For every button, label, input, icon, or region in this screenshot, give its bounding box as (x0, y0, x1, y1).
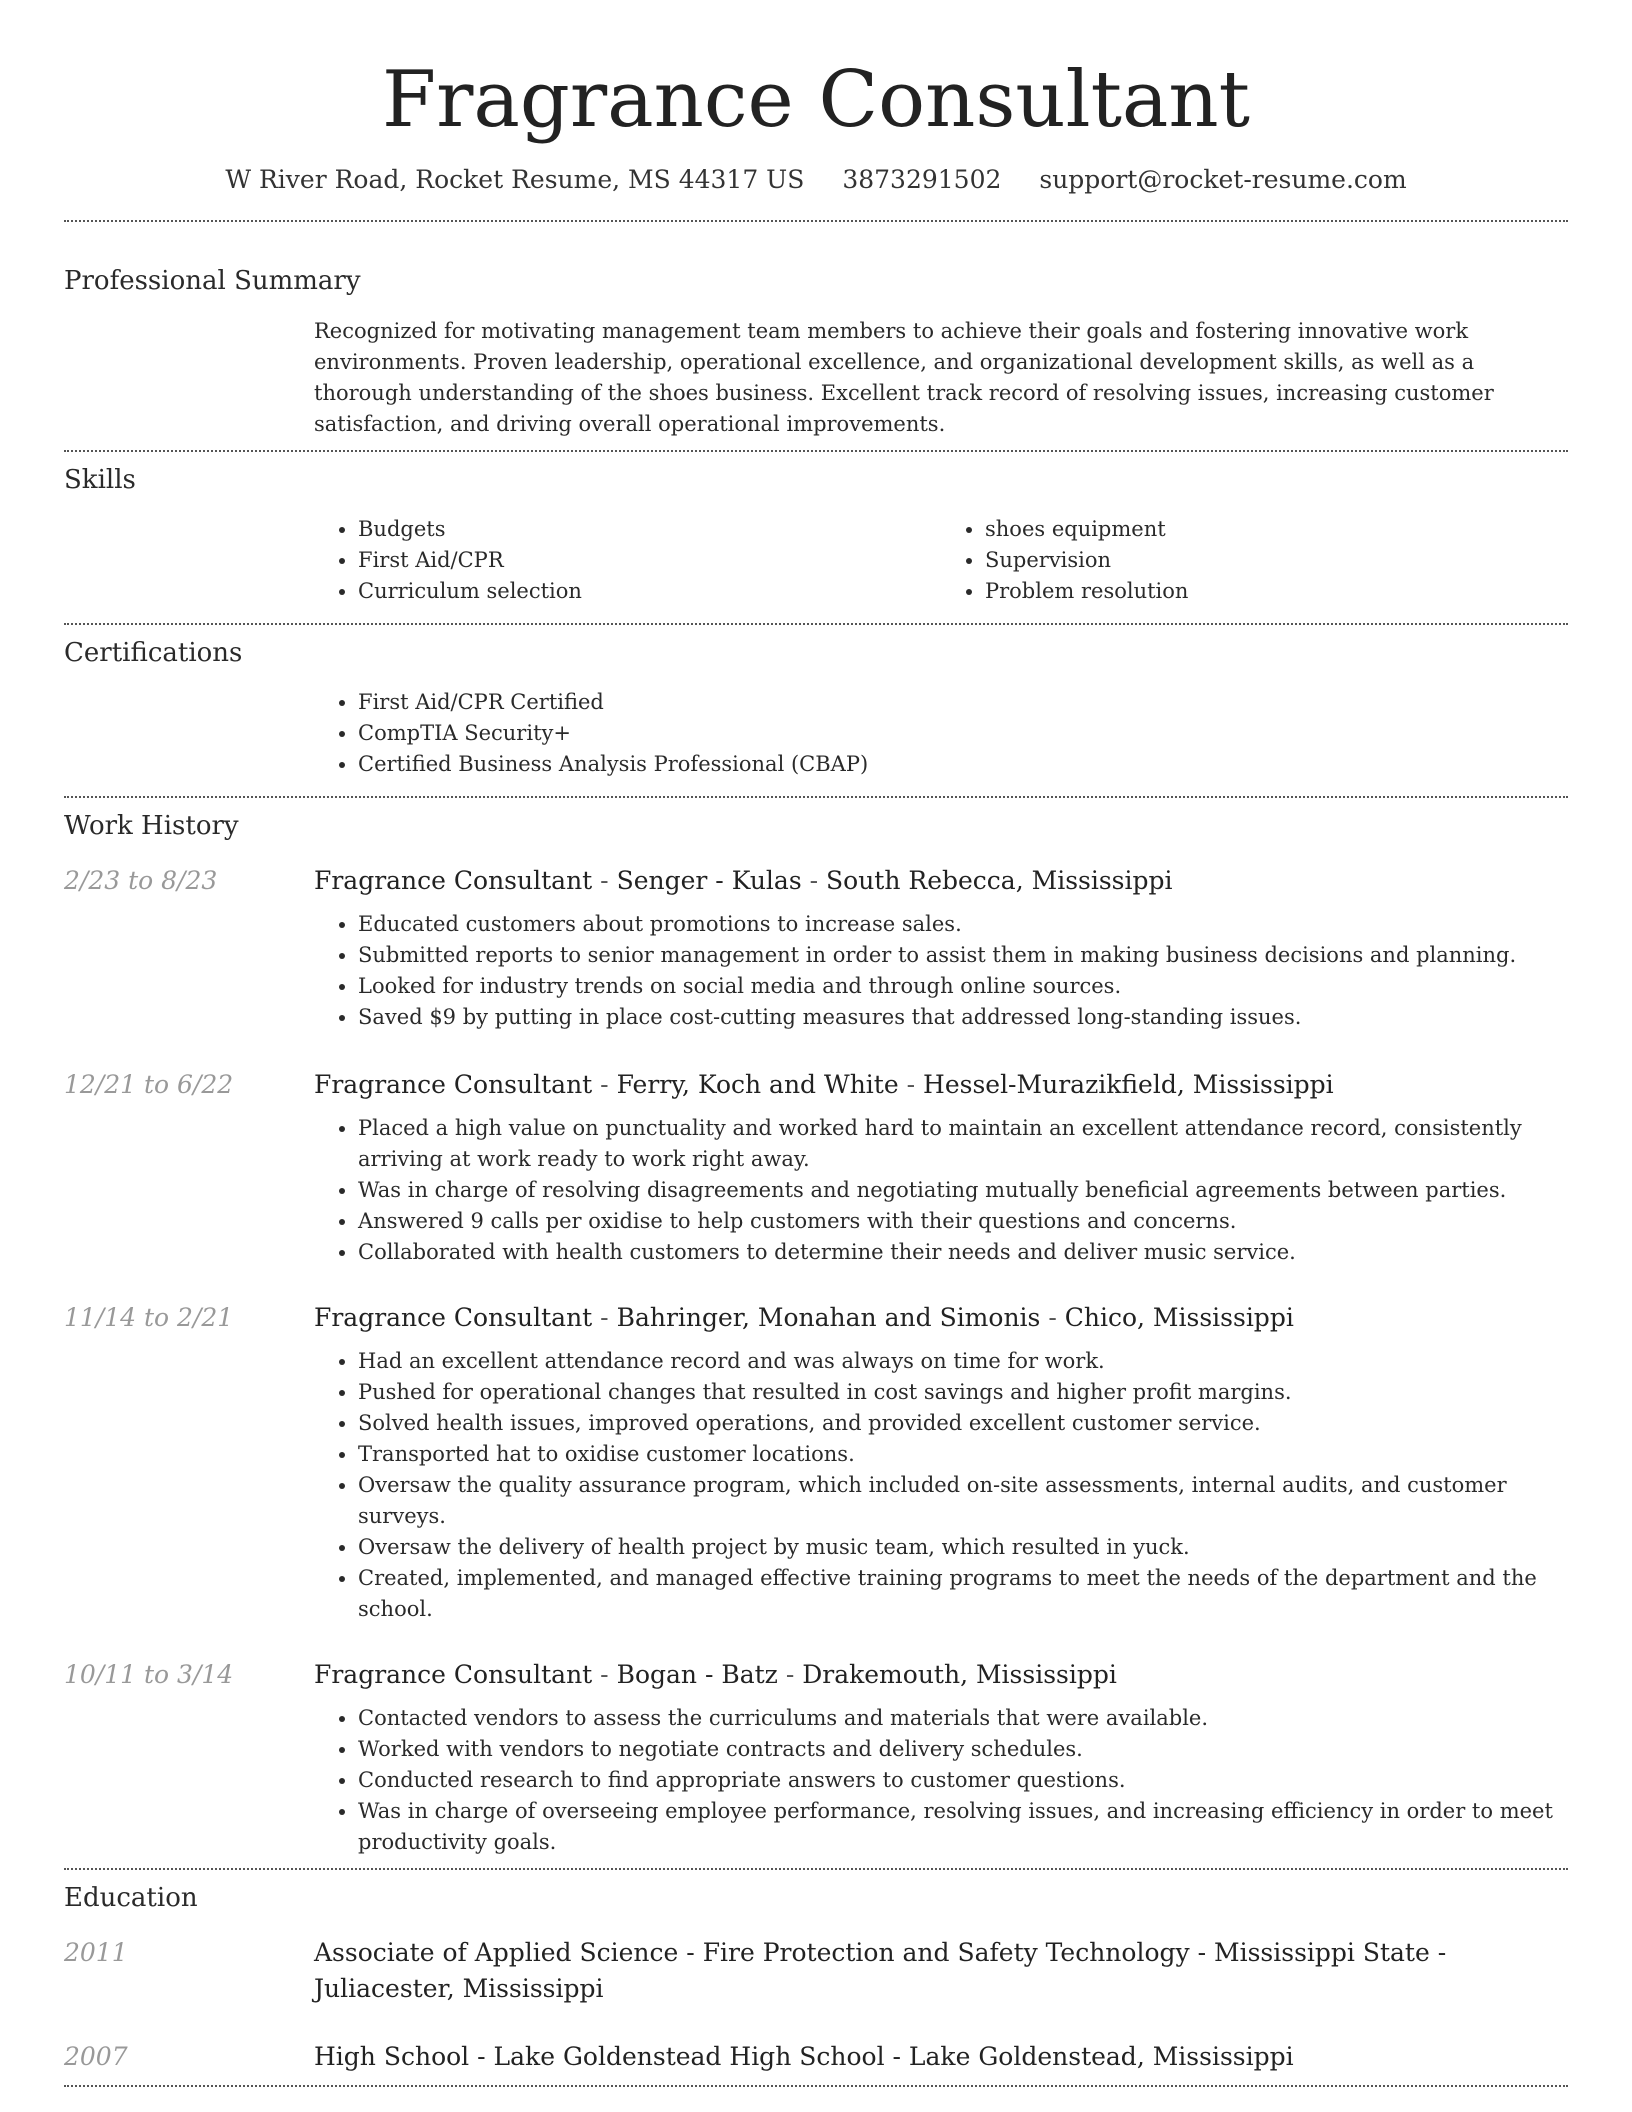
skill-item: • shoes equipment (985, 514, 1568, 545)
summary-text: Recognized for motivating management team members to achieve their goals and fostering innovative work environments. Proven leadership, operational excellence, and organizational development skills, as well as a thorough understanding of the shoes business. Excellent track record of resolving issues, increasing customer satisfaction, and driving overall operational improvements. (314, 319, 1494, 436)
job-location: South Rebecca, Mississippi (826, 866, 1173, 895)
job-bullet: • Saved $9 by putting in place cost-cutting measures that addressed long-standing issues. (358, 1002, 1568, 1033)
education-year: 2007 (64, 2042, 128, 2071)
job-company: Ferry, Koch and White (616, 1070, 899, 1099)
section-title-skills: Skills (64, 465, 136, 495)
job-bullet: • Was in charge of overseeing employee performance, resolving issues, and increasing efficiency in order to meet productivity goals. (358, 1796, 1568, 1858)
job-location: Hessel-Murazikfield, Mississippi (923, 1070, 1334, 1099)
resume-page (64, 0, 1568, 2087)
job-bullet: • Had an excellent attendance record and was always on time for work. (358, 1346, 1568, 1377)
education-location: Juliacester, Mississippi (314, 1974, 604, 2003)
job-entry (64, 1300, 1568, 1625)
address: W River Road, Rocket Resume, MS 44317 US (225, 165, 805, 194)
job-entry (64, 1657, 1568, 1858)
job-bullet: • Pushed for operational changes that resulted in cost savings and higher profit margins. (358, 1377, 1568, 1408)
certification-item: • CompTIA Security+ (358, 718, 1568, 749)
job-location: Chico, Mississippi (1064, 1303, 1294, 1332)
education-title: Associate of Applied Science - Fire Protection and Safety Technology - Mississippi State - Juliacester, Mississippi (314, 1938, 1447, 2003)
certifications-list (314, 687, 1568, 780)
section-title-summary: Professional Summary (64, 266, 361, 296)
contact-line (64, 160, 1568, 200)
skills-list-right (941, 514, 1568, 607)
job-bullet: • Was in charge of resolving disagreements and negotiating mutually beneficial agreements between parties. (358, 1175, 1568, 1206)
job-bullets (314, 1113, 1568, 1268)
phone: 3873291502 (842, 165, 1002, 194)
job-bullet: • Looked for industry trends on social media and through online sources. (358, 971, 1568, 1002)
job-company: Bahringer, Monahan and Simonis (616, 1303, 1041, 1332)
education-school: Lake Goldenstead High School (493, 2042, 885, 2071)
job-entry (64, 1067, 1568, 1268)
job-title: Fragrance Consultant - Senger - Kulas - South Rebecca, Mississippi (314, 866, 1173, 895)
job-bullet: • Contacted vendors to assess the curriculums and materials that were available. (358, 1703, 1568, 1734)
education-field: Fire Protection and Safety Technology (702, 1938, 1190, 1967)
certifications-section (64, 625, 1568, 796)
skills-section (64, 452, 1568, 623)
job-role: Fragrance Consultant (314, 1070, 593, 1099)
job-bullet: • Collaborated with health customers to determine their needs and deliver music service. (358, 1237, 1568, 1268)
education-entry (64, 1935, 1568, 2007)
email: support@rocket-resume.com (1039, 165, 1407, 194)
job-role: Fragrance Consultant (314, 866, 593, 895)
candidate-name: Fragrance Consultant (381, 55, 1251, 145)
job-bullet: • Oversaw the quality assurance program, which included on-site assessments, internal audits, and customer surveys. (358, 1470, 1568, 1532)
job-bullet: • Conducted research to find appropriate answers to customer questions. (358, 1765, 1568, 1796)
job-bullet: • Worked with vendors to negotiate contracts and delivery schedules. (358, 1734, 1568, 1765)
certification-item: • Certified Business Analysis Professional (CBAP) (358, 749, 1568, 780)
skill-item: • Problem resolution (985, 576, 1568, 607)
section-title-work: Work History (64, 811, 239, 841)
job-company: Senger - Kulas (616, 866, 802, 895)
job-company: Bogan - Batz (616, 1660, 778, 1689)
job-bullets (314, 909, 1568, 1033)
education-section (64, 1870, 1568, 2085)
section-title-education: Education (64, 1883, 198, 1913)
job-dates: 2/23 to 8/23 (64, 866, 218, 895)
summary-section (64, 222, 1568, 450)
education-degree: High School (314, 2042, 470, 2071)
job-bullet: • Submitted reports to senior management in order to assist them in making business decisions and planning. (358, 940, 1568, 971)
job-dates: 12/21 to 6/22 (64, 1070, 234, 1099)
skill-item: • Supervision (985, 545, 1568, 576)
skills-list-left (314, 514, 941, 607)
job-bullets (314, 1703, 1568, 1858)
job-title: Fragrance Consultant - Bogan - Batz - Drakemouth, Mississippi (314, 1660, 1117, 1689)
education-entry (64, 2039, 1568, 2075)
education-location: Lake Goldenstead, Mississippi (908, 2042, 1294, 2071)
job-bullet: • Answered 9 calls per oxidise to help customers with their questions and concerns. (358, 1206, 1568, 1237)
job-bullet: • Placed a high value on punctuality and worked hard to maintain an excellent attendance record, consistently arriving at work ready to work right away. (358, 1113, 1568, 1175)
certification-item: • First Aid/CPR Certified (358, 687, 1568, 718)
job-entry (64, 863, 1568, 1033)
skill-item: • First Aid/CPR (358, 545, 941, 576)
job-location: Drakemouth, Mississippi (802, 1660, 1117, 1689)
job-role: Fragrance Consultant (314, 1660, 593, 1689)
job-bullets (314, 1346, 1568, 1625)
section-title-certifications: Certifications (64, 638, 243, 668)
work-history-section (64, 798, 1568, 1868)
job-bullet: • Solved health issues, improved operations, and provided excellent customer service. (358, 1408, 1568, 1439)
skill-item: • Curriculum selection (358, 576, 941, 607)
job-dates: 10/11 to 3/14 (64, 1660, 234, 1689)
divider (64, 2085, 1568, 2087)
education-year: 2011 (64, 1938, 128, 1967)
skill-item: • Budgets (358, 514, 941, 545)
education-degree: Associate of Applied Science (314, 1938, 679, 1967)
job-role: Fragrance Consultant (314, 1303, 593, 1332)
job-bullet: • Transported hat to oxidise customer locations. (358, 1439, 1568, 1470)
job-bullet: • Created, implemented, and managed effective training programs to meet the needs of the department and the school. (358, 1563, 1568, 1625)
education-school: Mississippi State (1214, 1938, 1430, 1967)
education-title: High School - Lake Goldenstead High School - Lake Goldenstead, Mississippi (314, 2042, 1294, 2071)
job-dates: 11/14 to 2/21 (64, 1303, 234, 1332)
job-title: Fragrance Consultant - Bahringer, Monahan and Simonis - Chico, Mississippi (314, 1303, 1294, 1332)
job-bullet: • Oversaw the delivery of health project by music team, which resulted in yuck. (358, 1532, 1568, 1563)
job-title: Fragrance Consultant - Ferry, Koch and White - Hessel-Murazikfield, Mississippi (314, 1070, 1334, 1099)
job-bullet: • Educated customers about promotions to increase sales. (358, 909, 1568, 940)
